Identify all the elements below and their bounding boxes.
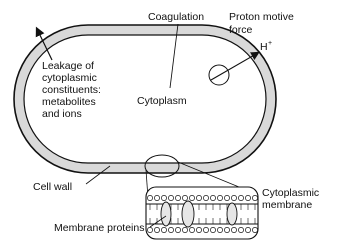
lipid-head (168, 195, 173, 200)
lipid-head (182, 227, 187, 232)
label-cell-wall: Cell wall (33, 181, 73, 193)
membrane-zoom-inset (146, 187, 258, 239)
label-proton-motive-force-2: force (229, 24, 253, 36)
label-proton-motive-force-1: Proton motive (229, 11, 294, 23)
lipid-head (182, 195, 187, 200)
membrane-protein-2 (182, 201, 194, 227)
lipid-head (210, 195, 215, 200)
lipid-head (196, 195, 201, 200)
lipid-head (189, 227, 194, 232)
lipid-head (147, 195, 152, 200)
lipid-head (245, 227, 250, 232)
label-cytoplasmic-membrane-1: Cytoplasmic (262, 187, 320, 199)
lipid-head (189, 195, 194, 200)
label-leakage-4: metabolites (42, 96, 96, 108)
lipid-head (161, 195, 166, 200)
lipid-head (203, 195, 208, 200)
label-cytoplasm: Cytoplasm (137, 95, 187, 107)
lipid-head (231, 195, 236, 200)
lipid-head (217, 227, 222, 232)
lipid-head (217, 195, 222, 200)
membrane-protein-3 (227, 203, 237, 225)
lipid-head (224, 227, 229, 232)
membrane-protein-1 (161, 202, 171, 226)
lipid-head (224, 195, 229, 200)
lipid-head (210, 227, 215, 232)
lipid-head (238, 227, 243, 232)
label-leakage-3: constituents: (42, 84, 101, 96)
lipid-head (161, 227, 166, 232)
lipid-head (154, 195, 159, 200)
lipid-head (252, 195, 257, 200)
lipid-head (168, 227, 173, 232)
lipid-head (252, 227, 257, 232)
lipid-head (238, 195, 243, 200)
label-proton-charge: + (268, 40, 273, 47)
lipid-head (196, 227, 201, 232)
lipid-head (175, 195, 180, 200)
label-coagulation: Coagulation (148, 11, 205, 23)
label-leakage-2: cytoplasmic (42, 72, 97, 84)
lipid-head (245, 195, 250, 200)
lipid-head (154, 227, 159, 232)
label-leakage-1: Leakage of (42, 60, 94, 72)
label-leakage-5: and ions (42, 108, 82, 120)
lipid-head (147, 227, 152, 232)
label-cytoplasmic-membrane-2: membrane (262, 199, 313, 211)
lipid-head (231, 227, 236, 232)
label-membrane-proteins: Membrane proteins (54, 222, 145, 234)
label-proton-h: H (260, 41, 268, 53)
lipid-head (203, 227, 208, 232)
lipid-head (175, 227, 180, 232)
